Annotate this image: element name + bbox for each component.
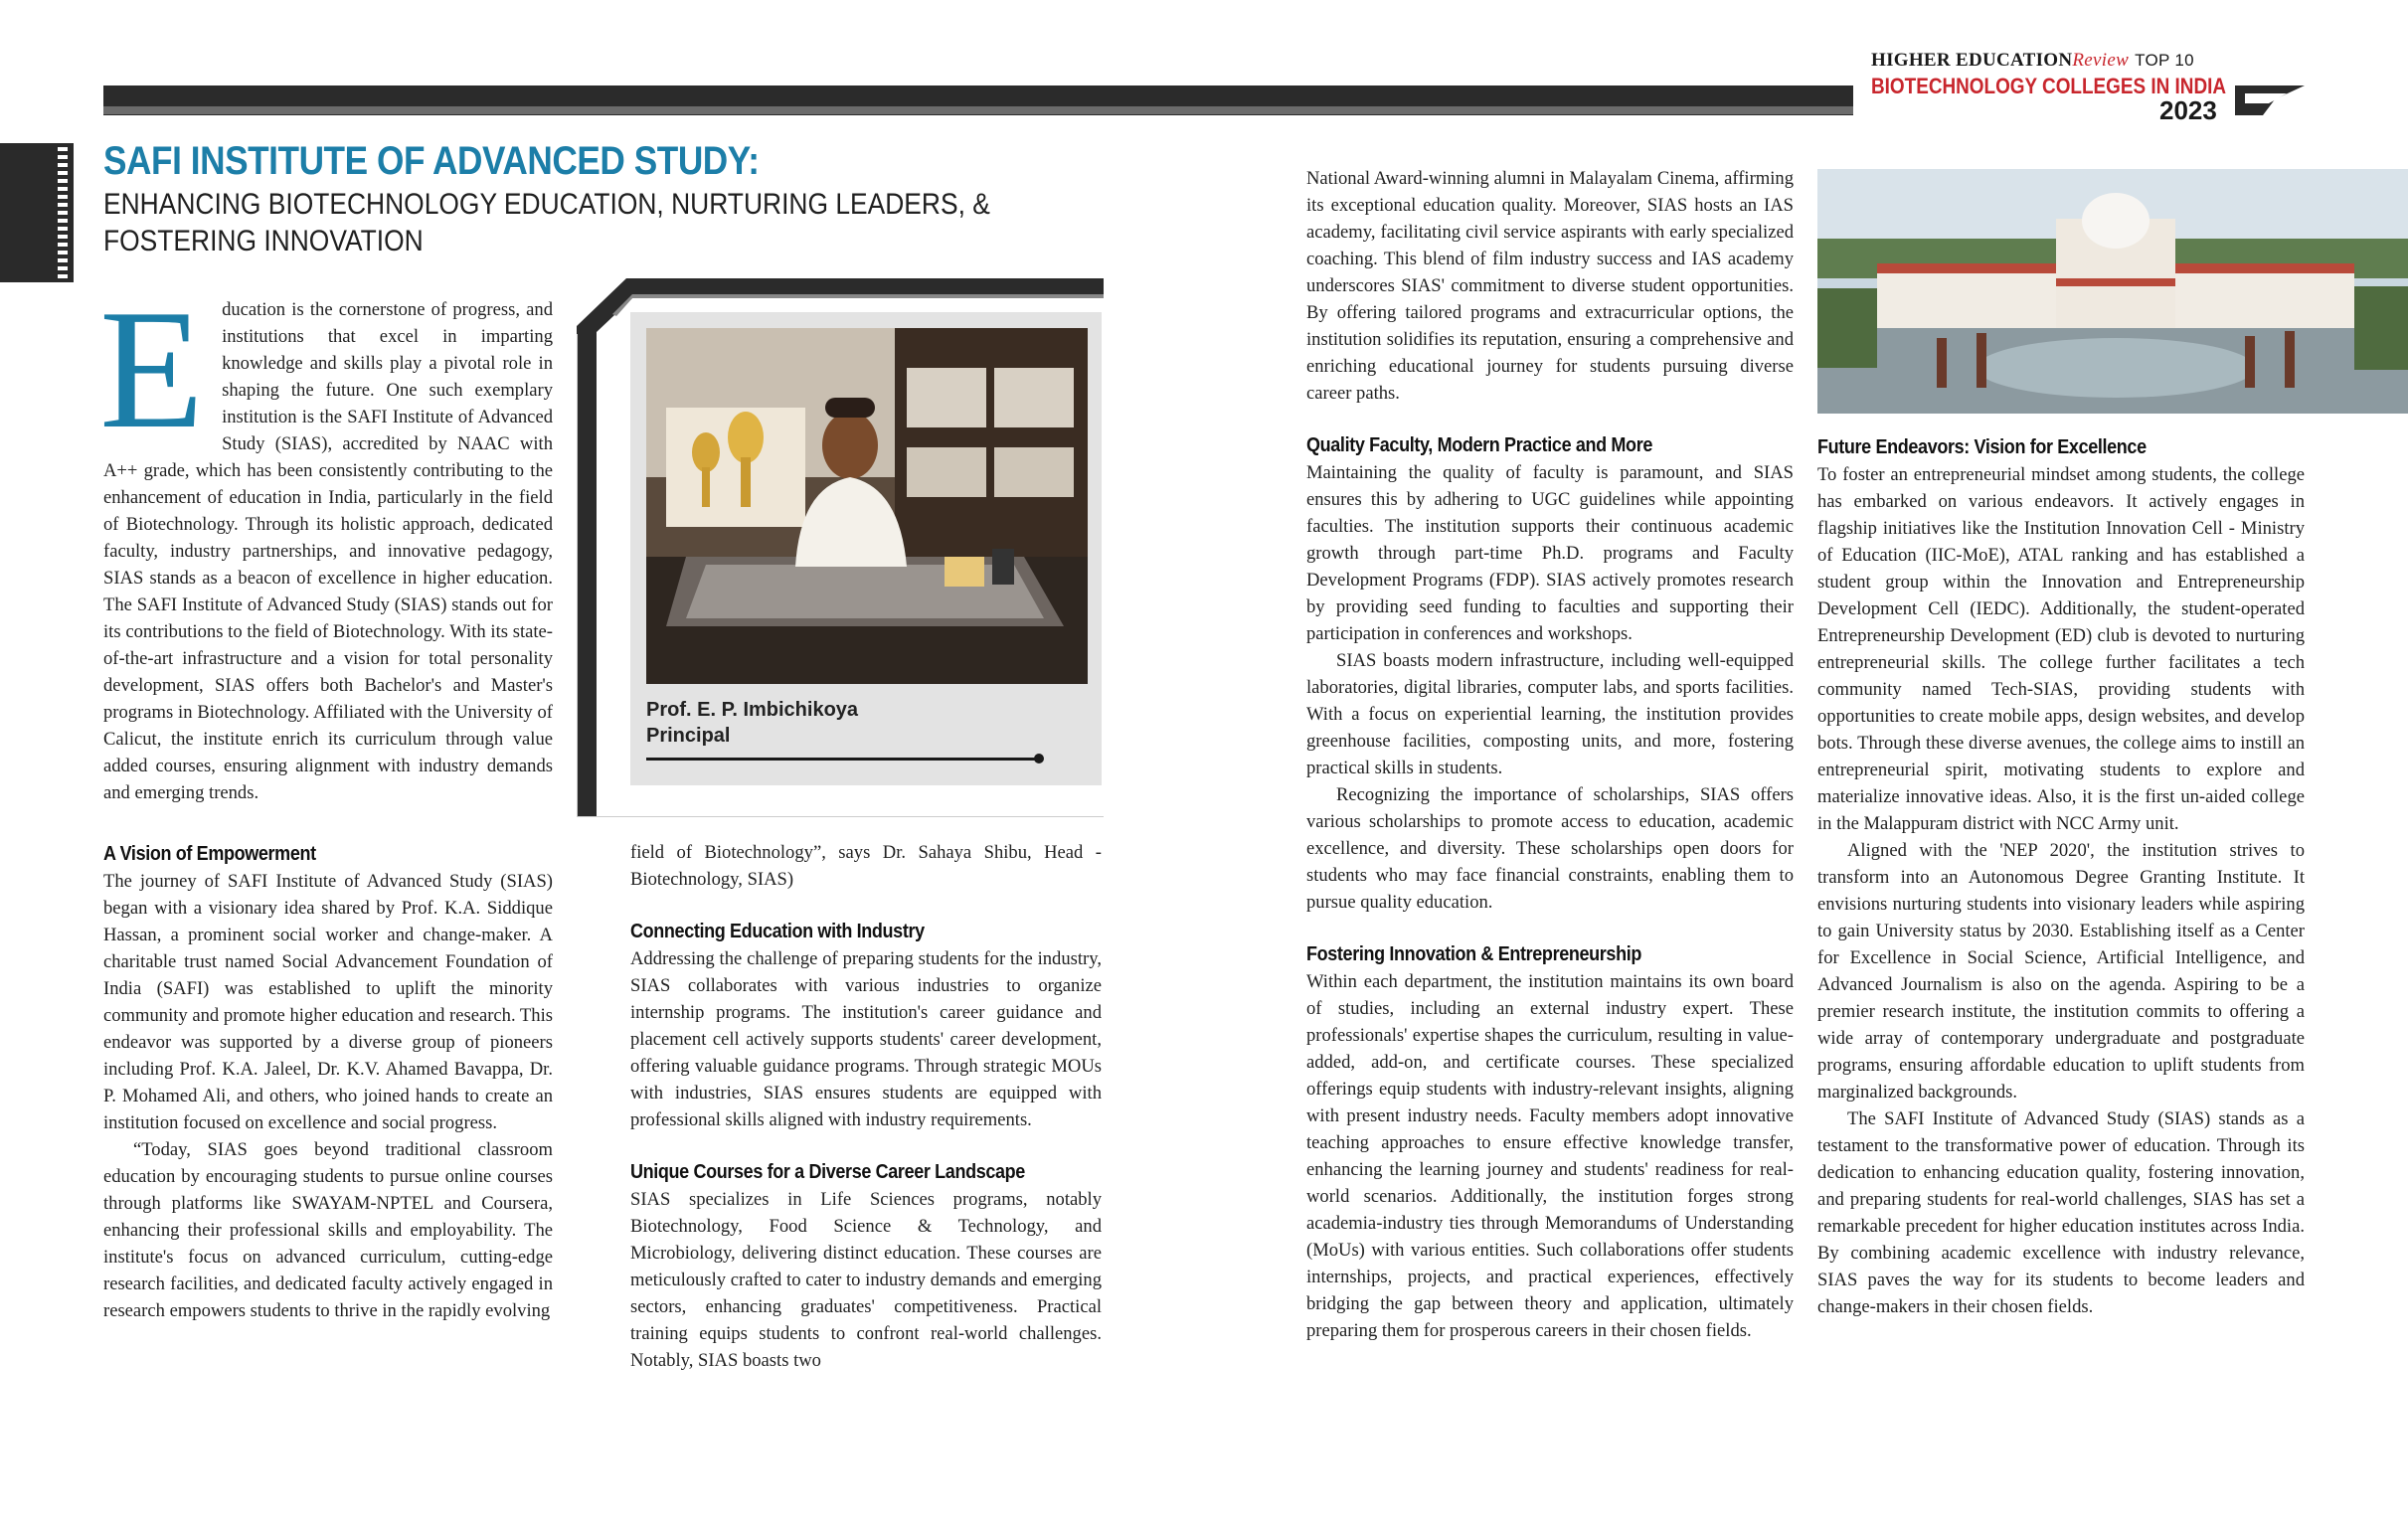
- innovation-paragraph: Within each department, the institution maintains its own board of studies, including an external industry expert. These professionals' expertise shapes the curriculum, resulting in value-added, add-on, and certificate courses. These specialized offerings equip students with industry-relevant insights, aligning with present industry needs. Faculty members adopt innovative teaching approaches to ensure effective knowledge transfer, enhancing the learning journey and students' readiness for real-world scenarios. Additionally, the institution forges strong academia-industry ties through Memorandums of Understanding (MoUs) with various entities. Such collaborations offer students internships, projects, and practical experiences, effectively bridging the gap between theory and application, ultimately preparing them for prosperous careers in their chosen fields.: [1306, 971, 1794, 1341]
- vision-heading: A Vision of Empowerment: [103, 843, 316, 865]
- courses-paragraph: SIAS specializes in Life Sciences programs, notably Biotechnology, Food Science & Technology, and Microbiology, delivering distinct education. These courses are meticulously crafted to cater to industry demands and emerging sectors, enhancing graduates' competitiveness. Practical training equips students to confront real-world challenges. Notably, SIAS boasts two: [630, 1189, 1102, 1371]
- faculty-paragraph-3: Recognizing the importance of scholarships, SIAS offers various scholarships to promote access to education, academic excellence, and diversity. These scholarships open doors for students who may face financial constraints, enabling them to pursue quality education.: [1306, 784, 1794, 913]
- badge-brand: [1871, 50, 2194, 72]
- header-bar-shade: [103, 106, 1853, 114]
- portrait-role: Principal: [646, 725, 731, 747]
- page-side-tab-marks: [58, 147, 68, 278]
- future-paragraph-1: To foster an entrepreneurial mindset among students, the college has embarked on various endeavors. It actively engages in flagship initiatives like the Institution Innovation Cell - Ministry of Education (IIC-MoE), ATAL ranking and has established a student group within the Innovation and Entrepreneurship Development Cell (IEDC). Additionally, the student-operated Entrepreneurship Development (ED) club is devoted to nurturing entrepreneurial skills. The college further facilitates a tech community named Tech-SIAS, providing students with opportunities to create mobile apps, design websites, and develop bots. Through these diverse avenues, the college aims to instill an entrepreneurial spirit, motivating students to explore and materialize innovative ideas. Also, it is the first un-aided college in the Malappuram district with NCC Army unit.: [1817, 464, 2305, 834]
- future-paragraph-3: The SAFI Institute of Advanced Study (SIAS) stands as a testament to the transformative power of education. Through its dedication to enhancing education quality, fostering innovation, and preparing students for real-world challenges, SIAS has set a remarkable precedent for higher education institutes across India. By combining academic excellence with industry relevance, SIAS paves the way for its students to become leaders and change-makers in their chosen fields.: [1817, 1108, 2305, 1317]
- faculty-paragraph-1: Maintaining the quality of faculty is paramount, and SIAS ensures this by adhering to UGC guidelines while appointing faculties. The institution supports their continuous academic growth through part-time Ph.D. programs and Faculty Development Programs (FDP). SIAS actively promotes research by providing seed funding to faculties and supporting their participation in conferences and workshops.: [1306, 462, 1794, 644]
- badge-top: TOP 10: [2135, 51, 2194, 70]
- portrait-name: Prof. E. P. Imbichikoya: [646, 699, 859, 721]
- vision-paragraph-1: The journey of SAFI Institute of Advanced Study (SIAS) began with a visionary idea shared by Prof. K.A. Siddique Hassan, a prominent social worker and change-maker. A charitable trust named Social Advancement Foundation of India (SAFI) was established to uplift the minority community and promote higher education and research. This endeavor was supported by a diverse group of pioneers including Prof. K.A. Jaleel, Dr. K.V. Ahamed Bavappa, Dr. P. Mohamed Ali, and others, who joined hands to create an institution focused on excellence and social progress.: [103, 871, 553, 1133]
- ranking-badge: [1871, 50, 2227, 129]
- courses-paragraph-continued: National Award-winning alumni in Malayalam Cinema, affirming its exceptional education quality. Moreover, SIAS hosts an IAS academy, facilitating civil service aspirants with early specialized coaching. This blend of film industry success and IAS academy underscores SIAS' commitment to diverse student opportunities. By offering tailored programs and extracurricular options, the institution solidifies its reputation, ensuring a comprehensive and enriching educational journey for students pursuing diverse career paths.: [1306, 168, 1794, 404]
- caption-rule-dot: [1034, 754, 1044, 764]
- future-heading: Future Endeavors: Vision for Excellence: [1817, 436, 2147, 458]
- article-subtitle: ENHANCING BIOTECHNOLOGY EDUCATION, NURTURING LEADERS, & FOSTERING INNOVATION: [103, 188, 990, 257]
- intro-text: ducation is the cornerstone of progress, and institutions that excel in imparting knowledge and skills play a pivotal role in shaping the future. One such exemplary institution is the SAFI Institute of Advanced Study (SIAS), accredited by NAAC with A++ grade, which has been consistently contributing to the enhancement of education in India, particularly in the field of Biotechnology. Through its holistic approach, dedicated faculty, industry partnerships, and innovative pedagogy, SIAS stands as a beacon of excellence in higher education. The SAFI Institute of Advanced Study (SIAS) stands out for its contributions to the field of Biotechnology. With its state-of-the-art infrastructure and a vision for total personality development, SIAS offers both Bachelor's and Master's programs in Biotechnology. Affiliated with the University of Calicut, the institute enrich its curriculum through value added courses, ensuring alignment with industry demands and emerging trends.: [103, 299, 553, 803]
- badge-flag-icon: [2235, 85, 2305, 115]
- column-1: [99, 275, 553, 1324]
- vision-paragraph-2-continued: field of Biotechnology”, says Dr. Sahaya Shibu, Head - Biotechnology, SIAS): [630, 842, 1102, 890]
- innovation-heading: Fostering Innovation & Entrepreneurship: [1306, 943, 1641, 965]
- badge-year: 2023: [2159, 95, 2217, 125]
- badge-brand-name: HIGHER EDUCATION: [1871, 50, 2073, 71]
- vision-paragraph-2: “Today, SIAS goes beyond traditional classroom education by encouraging students to pursue online courses through platforms like SWAYAM-NPTEL and Coursera, enhancing their professional skills and employability. The institute's focus on advanced curriculum, cutting-edge research facilities, and dedicated faculty actively engaged in research empowers students to thrive in the rapidly evolving: [103, 1139, 553, 1321]
- campus-photo: [1817, 169, 2408, 414]
- courses-heading: Unique Courses for a Diverse Career Landscape: [630, 1161, 1025, 1183]
- column-4: [1817, 433, 2305, 1320]
- principal-photo: [646, 328, 1088, 684]
- industry-heading: Connecting Education with Industry: [630, 921, 925, 942]
- badge-brand-review: Review: [2072, 50, 2130, 71]
- article-title: SAFI INSTITUTE OF ADVANCED STUDY:: [103, 139, 760, 183]
- drop-cap: E: [99, 275, 205, 464]
- faculty-heading: Quality Faculty, Modern Practice and More: [1306, 434, 1653, 456]
- intro-paragraph: [99, 275, 553, 806]
- industry-paragraph: Addressing the challenge of preparing students for the industry, SIAS collaborates with various industries to organize internship programs. The institution's career guidance and placement cell actively supports students' career development, offering valuable guidance programs. Through strategic MOUs with industries, SIAS ensures students are equipped with professional skills aligned with industry requirements.: [630, 948, 1102, 1130]
- badge-category: BIOTECHNOLOGY COLLEGES IN INDIA: [1871, 74, 2227, 98]
- column-2: [630, 839, 1102, 1374]
- column-3: [1306, 165, 1794, 1344]
- caption-rule: [646, 758, 1040, 761]
- future-paragraph-2: Aligned with the 'NEP 2020', the institution strives to transform into an Autonomous Degree Granting Institute. It envisions nurturing students into visionary leaders while aspiring to gain University status by 2030. Establishing itself as a Center for Excellence in Social Science, Artificial Intelligence, and Advanced Journalism is also on the agenda. Aspiring to be a premier research institute, the institution commits to offering a wide array of contemporary undergraduate and postgraduate programs, ensuring affordable education to uplift students from marginalized backgrounds.: [1817, 840, 2305, 1103]
- faculty-paragraph-2: SIAS boasts modern infrastructure, including well-equipped laboratories, digital libraries, computer labs, and sports facilities. With a focus on experiential learning, the institution provides greenhouse facilities, composting units, and more, fostering practical skills in students.: [1306, 650, 1794, 778]
